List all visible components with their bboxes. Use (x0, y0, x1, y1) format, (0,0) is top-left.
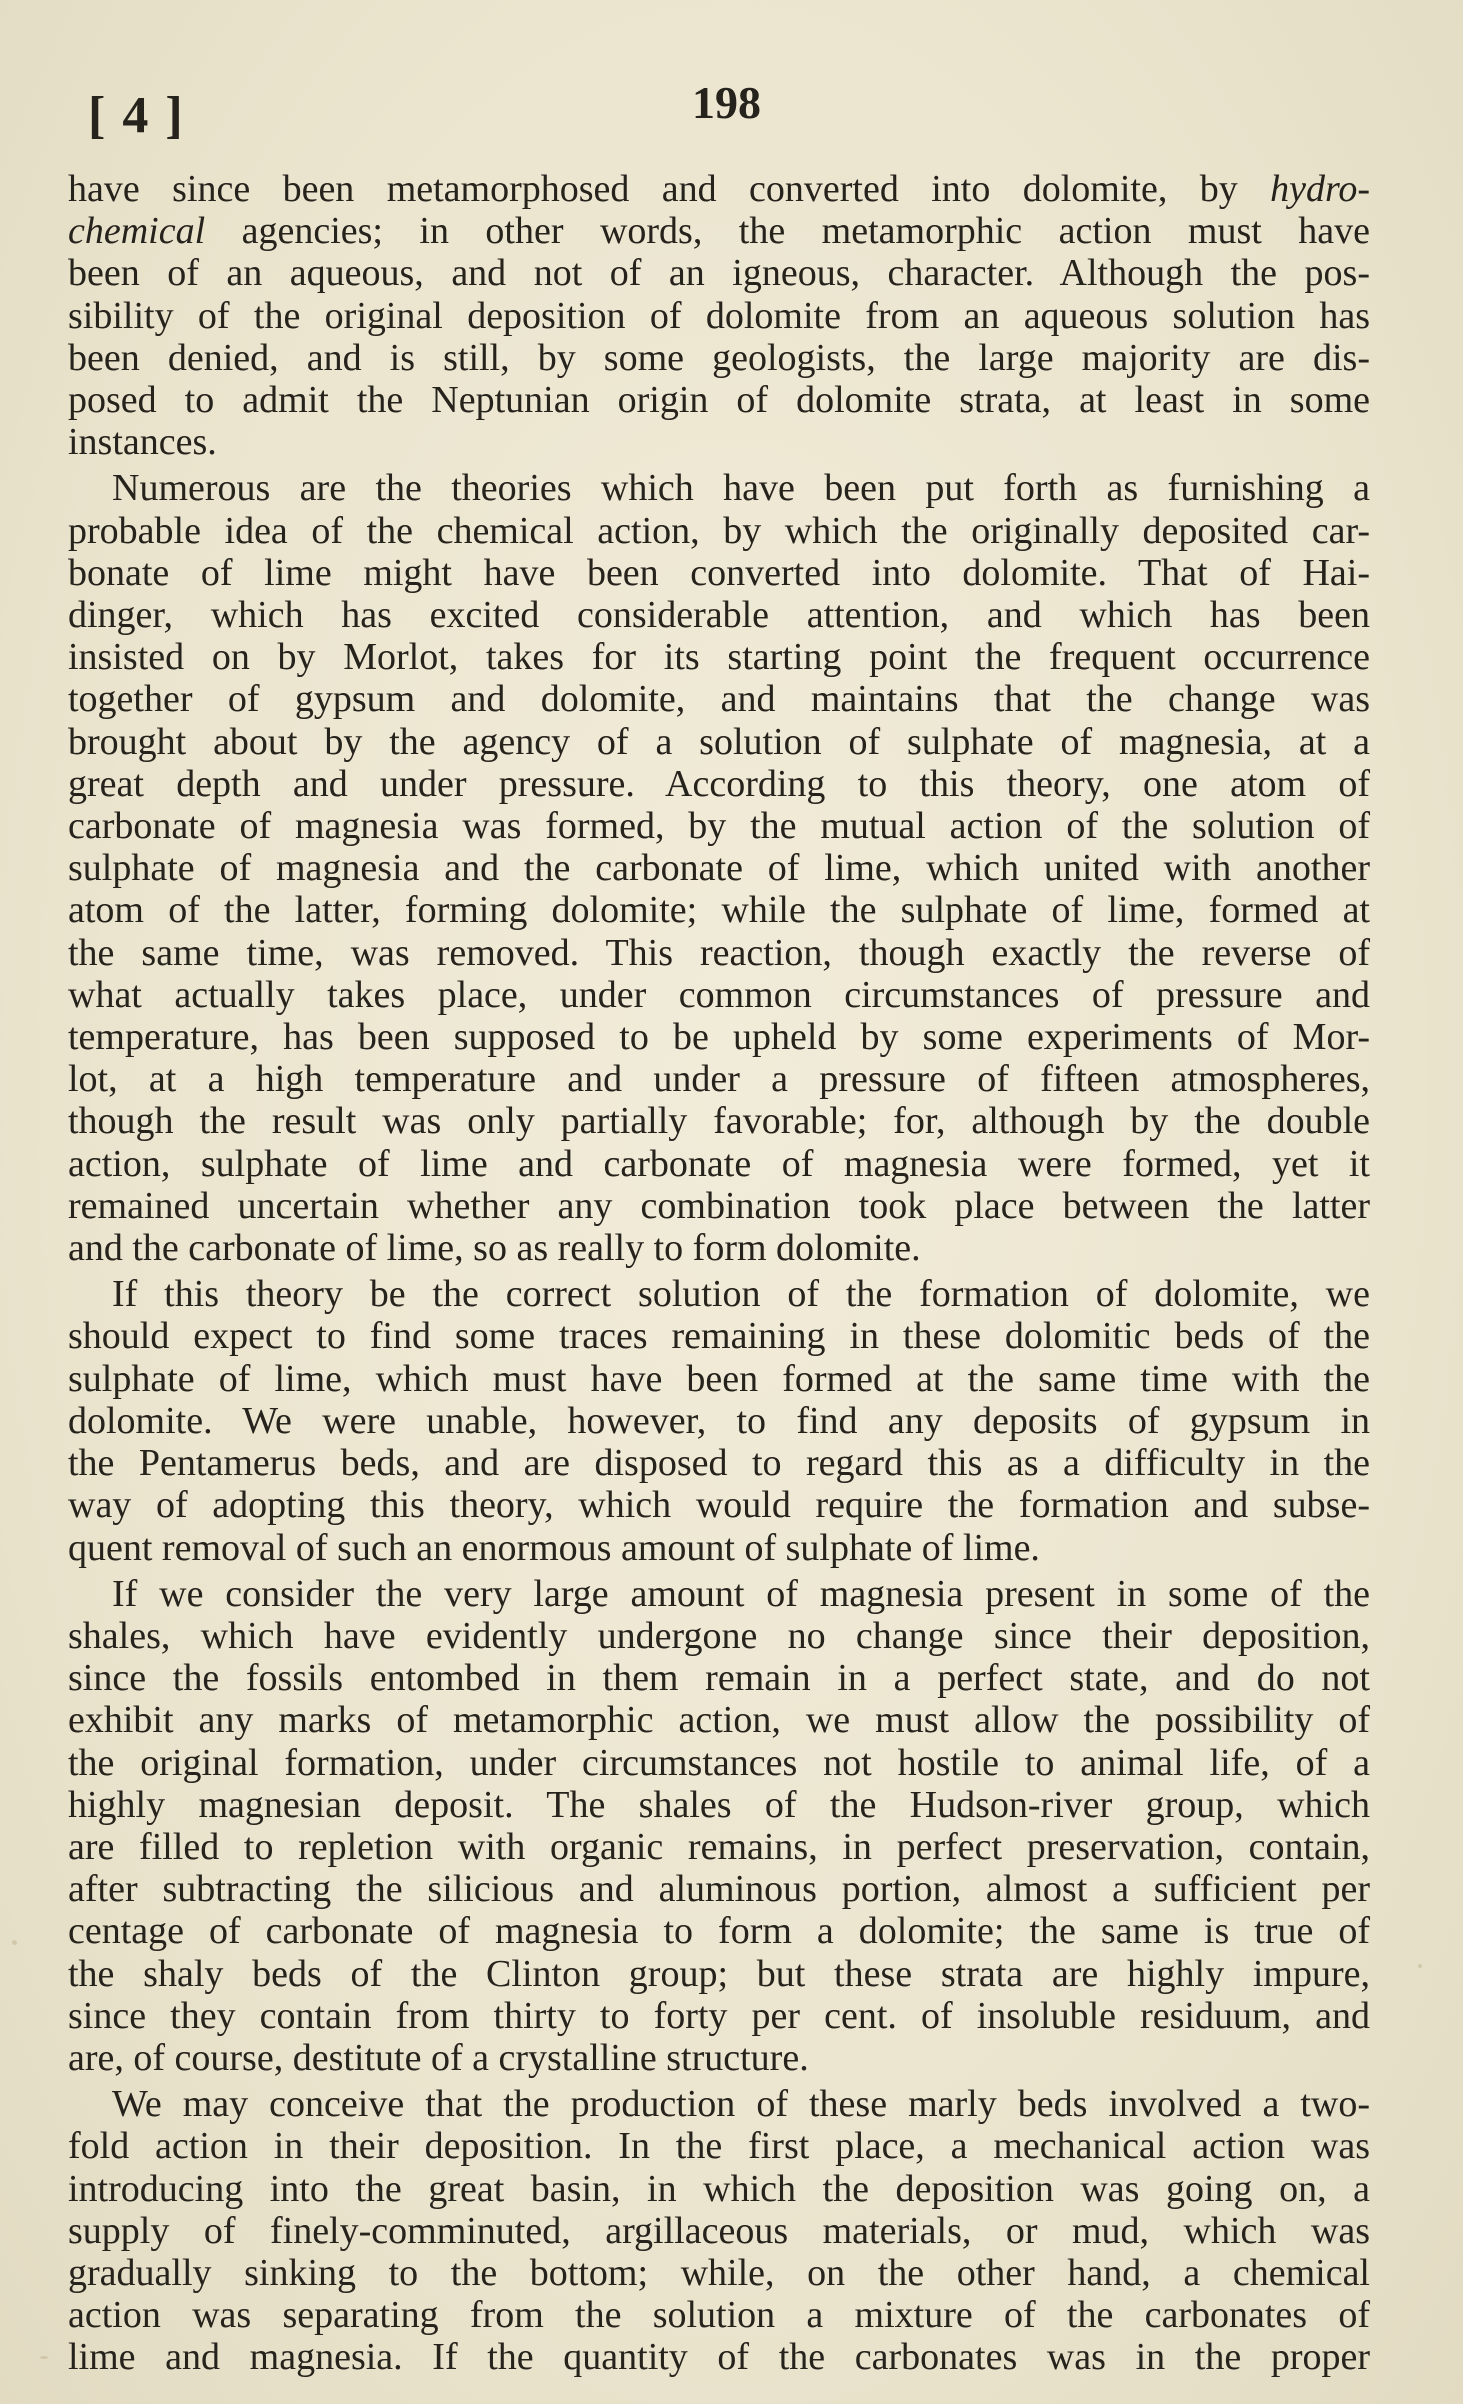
text-line (68, 337, 1370, 379)
text-run: probable idea of the chemical action, by which the originally deposited car- (68, 509, 1370, 552)
text-line (68, 932, 1370, 974)
page-number: 198 (692, 77, 761, 128)
body-text (68, 168, 1370, 2379)
paragraph (68, 1273, 1370, 1568)
paper-blemish (40, 2356, 48, 2359)
text-run: after subtracting the silicious and aluminous portion, almost a sufficient per (68, 1868, 1370, 1911)
text-line (68, 2037, 1370, 2079)
text-run: been denied, and is still, by some geologists, the large majority are dis- (68, 336, 1370, 379)
text-line (68, 252, 1370, 294)
text-run: since they contain from thirty to forty per cent. of insoluble residuum, and (68, 1994, 1370, 2037)
text-run: sulphate of lime, which must have been formed at the same time with the (68, 1357, 1370, 1400)
text-run: since the fossils entombed in them remain in a perfect state, and do not (68, 1657, 1370, 1700)
text-run: sulphate of magnesia and the carbonate of lime, which united with another (68, 847, 1370, 890)
text-line (68, 1016, 1370, 1058)
text-line (68, 295, 1370, 337)
text-run: If we consider the very large amount of magnesia present in some of the (112, 1572, 1370, 1615)
text-line (68, 1442, 1370, 1484)
text-line (68, 2336, 1370, 2378)
text-line (68, 1953, 1370, 1995)
text-run: what actually takes place, under common circumstances of pressure and (68, 973, 1370, 1016)
text-run: and the carbonate of lime, so as really to form dolomite. (68, 1227, 921, 1270)
text-line (68, 763, 1370, 805)
text-line (68, 1573, 1370, 1615)
text-run: remained uncertain whether any combination took place between the latter (68, 1184, 1370, 1227)
text-run: introducing into the great basin, in which the deposition was going on, a (68, 2167, 1370, 2210)
text-line (68, 1615, 1370, 1657)
text-run: bonate of lime might have been converted into dolomite. That of Hai- (68, 551, 1370, 594)
text-line (68, 2125, 1370, 2167)
text-line (68, 1273, 1370, 1315)
text-run: sibility of the original deposition of dolomite from an aqueous solution has (68, 294, 1370, 337)
text-run: insisted on by Morlot, takes for its starting point the frequent occurrence (68, 636, 1370, 679)
text-run: We may conceive that the production of these marly beds involved a two- (112, 2083, 1370, 2126)
text-line (68, 1699, 1370, 1741)
italic-text: hydro- (1270, 168, 1370, 210)
text-run: been of an aqueous, and not of an igneous, character. Although the pos- (68, 252, 1370, 295)
text-line (68, 379, 1370, 421)
text-line (68, 974, 1370, 1016)
text-run: should expect to find some traces remaining in these dolomitic beds of the (68, 1315, 1370, 1358)
text-line (68, 1100, 1370, 1142)
text-line (68, 1742, 1370, 1784)
text-line (68, 1227, 1370, 1269)
text-run: lime and magnesia. If the quantity of the carbonates was in the proper (68, 2336, 1370, 2379)
text-line (68, 1910, 1370, 1952)
text-line (68, 510, 1370, 552)
text-run: are filled to repletion with organic remains, in perfect preservation, contain, (68, 1825, 1370, 1868)
text-line (68, 1995, 1370, 2037)
text-run: lot, at a high temperature and under a pressure of fifteen atmospheres, (68, 1058, 1370, 1101)
paragraph (68, 1573, 1370, 2079)
text-run: the original formation, under circumstances not hostile to animal life, of a (68, 1741, 1370, 1784)
text-line (68, 805, 1370, 847)
paper-blemish (1418, 1964, 1422, 1968)
text-line (68, 594, 1370, 636)
text-run: are, of course, destitute of a crystalline structure. (68, 2036, 809, 2079)
text-run: carbonate of magnesia was formed, by the mutual action of the solution of (68, 805, 1370, 848)
text-run: temperature, has been supposed to be upheld by some experiments of Mor- (68, 1016, 1370, 1059)
text-line (68, 421, 1370, 463)
text-line (68, 1143, 1370, 1185)
page-header (88, 76, 1343, 146)
paper-blemish (12, 1940, 17, 1945)
text-run: the shaly beds of the Clinton group; but these strata are highly impure, (68, 1952, 1370, 1995)
signature-mark: [ 4 ] (88, 87, 185, 144)
text-run: brought about by the agency of a solution of sulphate of magnesia, at a (68, 720, 1370, 763)
text-line (68, 1358, 1370, 1400)
paragraph (68, 168, 1370, 463)
text-run: Numerous are the theories which have been put forth as furnishing a (112, 467, 1370, 510)
text-run: way of adopting this theory, which would require the formation and subse- (68, 1484, 1370, 1527)
text-run: posed to admit the Neptunian origin of dolomite strata, at least in some (68, 379, 1370, 422)
text-run: agencies; in other words, the metamorphic action must have (205, 210, 1370, 253)
text-line (68, 1826, 1370, 1868)
text-line (68, 721, 1370, 763)
text-line (68, 552, 1370, 594)
text-line (68, 1868, 1370, 1910)
text-line (68, 2294, 1370, 2336)
paragraph (68, 467, 1370, 1269)
text-line (68, 1527, 1370, 1569)
text-line (68, 2252, 1370, 2294)
text-line (68, 636, 1370, 678)
text-line (68, 847, 1370, 889)
text-run: though the result was only partially favorable; for, although by the double (68, 1100, 1370, 1143)
text-line (68, 2168, 1370, 2210)
text-line (68, 1185, 1370, 1227)
text-run: the same time, was removed. This reaction, though exactly the reverse of (68, 931, 1370, 974)
text-line (68, 1400, 1370, 1442)
italic-text: chemical (68, 210, 206, 253)
text-run: atom of the latter, forming dolomite; while the sulphate of lime, formed at (68, 889, 1370, 932)
text-line (68, 168, 1370, 210)
text-line (68, 1484, 1370, 1526)
text-line (68, 1784, 1370, 1826)
text-run: dinger, which has excited considerable attention, and which has been (68, 594, 1370, 637)
text-run: fold action in their deposition. In the first place, a mechanical action was (68, 2125, 1370, 2168)
text-run: instances. (68, 421, 217, 464)
text-run: If this theory be the correct solution of the formation of dolomite, we (112, 1273, 1370, 1316)
text-line (68, 210, 1370, 252)
text-line (68, 678, 1370, 720)
text-run: highly magnesian deposit. The shales of the Hudson-river group, which (68, 1783, 1370, 1826)
text-run: shales, which have evidently undergone no change since their deposition, (68, 1614, 1370, 1657)
text-run: action, sulphate of lime and carbonate of magnesia were formed, yet it (68, 1142, 1370, 1185)
text-line (68, 889, 1370, 931)
text-line (68, 2210, 1370, 2252)
text-run: have since been metamorphosed and converted into dolomite, by (68, 168, 1271, 210)
text-run: action was separating from the solution a mixture of the carbonates of (68, 2294, 1370, 2337)
text-run: dolomite. We were unable, however, to find any deposits of gypsum in (68, 1399, 1370, 1442)
text-line (68, 1058, 1370, 1100)
text-run: together of gypsum and dolomite, and maintains that the change was (68, 678, 1370, 721)
text-run: great depth and under pressure. According to this theory, one atom of (68, 762, 1370, 805)
text-run: centage of carbonate of magnesia to form a dolomite; the same is true of (68, 1910, 1370, 1953)
text-line (68, 2083, 1370, 2125)
text-run: exhibit any marks of metamorphic action, we must allow the possibility of (68, 1699, 1370, 1742)
paragraph (68, 2083, 1370, 2378)
text-line (68, 467, 1370, 509)
text-run: the Pentamerus beds, and are disposed to regard this as a difficulty in the (68, 1442, 1370, 1485)
text-run: gradually sinking to the bottom; while, on the other hand, a chemical (68, 2251, 1370, 2294)
text-line (68, 1657, 1370, 1699)
text-line (68, 1315, 1370, 1357)
text-run: supply of finely-comminuted, argillaceous materials, or mud, which was (68, 2209, 1370, 2252)
text-run: quent removal of such an enormous amount of sulphate of lime. (68, 1526, 1040, 1569)
